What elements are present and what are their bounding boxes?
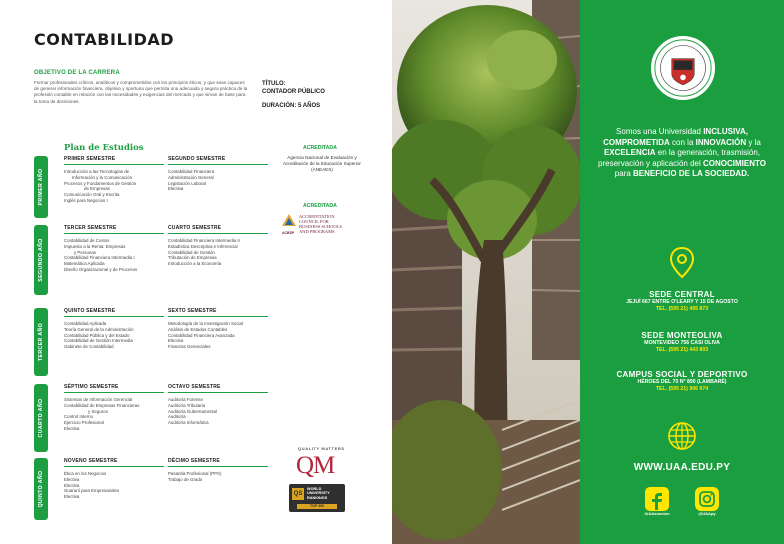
subject: Contabilidad de Gestión <box>168 249 215 255</box>
semester-title: DÉCIMO SEMESTRE <box>168 458 268 467</box>
semester-column <box>64 384 164 432</box>
campus-name: CAMPUS SOCIAL Y DEPORTIVO <box>616 370 748 379</box>
instagram-handle[interactable]: @UAApy <box>698 511 716 516</box>
subject: Legislación Laboral <box>168 180 206 186</box>
subject: Electiva <box>168 338 184 344</box>
subject: Electiva <box>64 425 80 431</box>
semester-title: SEXTO SEMESTRE <box>168 308 268 317</box>
accreditation-heading: ACREDITADA <box>303 145 337 151</box>
semester-title: OCTAVO SEMESTRE <box>168 384 268 393</box>
subject: Electiva <box>168 186 184 192</box>
semester-column <box>64 458 164 500</box>
subject: Diseño Organizacional y de Procesos <box>64 266 138 272</box>
semester-title: PRIMER SEMESTRE <box>64 156 164 165</box>
year-tab <box>34 308 48 376</box>
qs-line: UNIVERSITY <box>307 491 330 496</box>
subject: Ética en los Negocios <box>64 471 107 476</box>
page-title: CONTABILIDAD <box>34 30 175 49</box>
year-tab <box>34 384 48 452</box>
acbsp-mark-icon <box>282 214 296 232</box>
subject: Contabilidad de Costos <box>64 238 110 243</box>
year-block <box>34 384 266 456</box>
campus-phone: TEL. (595 21) 906 974 <box>655 386 709 392</box>
subject: y Personas <box>74 249 96 255</box>
campus-phone: TEL. (595 21) 495 873 <box>655 306 709 312</box>
subject: de Empresas <box>84 186 110 192</box>
objective-heading: OBJETIVO DE LA CARRERA <box>34 70 120 76</box>
semester-column <box>168 225 268 267</box>
semester-title: CUARTO SEMESTRE <box>168 225 268 234</box>
subject: Finanzas Gerenciales <box>168 344 211 350</box>
campus-address: JEJUÍ 667 ENTRE O'LEARY Y 15 DE AGOSTO <box>626 299 738 305</box>
semester-title: QUINTO SEMESTRE <box>64 308 164 317</box>
quality-matters-logo: QM <box>296 452 335 479</box>
acbsp-line: AND PROGRAMS <box>299 229 335 234</box>
globe-icon <box>666 420 698 452</box>
subject: Introducción a la Economía <box>168 261 222 267</box>
slogan-segment: INNOVACIÓN <box>695 137 747 147</box>
qs-text <box>307 487 330 500</box>
subject: y Seguros <box>88 408 108 414</box>
subject: Análisis de Estados Contables <box>168 326 228 332</box>
qs-line: WORLD <box>307 487 322 491</box>
subject: Auditoría Tributaria <box>168 402 206 408</box>
year-label: QUINTO AÑO <box>38 470 44 508</box>
slogan-segment: en la generación, trasmisión, preservación y aplicación del <box>598 148 761 168</box>
subject: Teoría General de la Administración <box>64 326 134 332</box>
year-block <box>34 156 266 222</box>
subject: Gabinete de Contabilidad <box>64 344 114 350</box>
semester-column <box>168 384 268 426</box>
subject: Tributación de Empresas <box>168 255 217 261</box>
acbsp-line: ACCREDITATION <box>299 214 335 219</box>
year-label: CUARTO AÑO <box>38 398 44 438</box>
duration: DURACIÓN: 5 AÑOS <box>262 103 321 109</box>
subject: Contabilidad de Empresas Financieras <box>64 402 140 408</box>
mission-slogan <box>590 127 774 180</box>
subject: Contabilidad Aplicada <box>64 321 107 326</box>
semester-title: SÉPTIMO SEMESTRE <box>64 384 164 393</box>
subject: Administración General <box>168 174 214 180</box>
degree-title-value: CONTADOR PÚBLICO <box>262 89 325 95</box>
semester-title: NOVENO SEMESTRE <box>64 458 164 467</box>
qs-top-label: TOP 300 <box>297 504 337 509</box>
subject: Contabilidad Financiera <box>168 169 215 174</box>
slogan-segment: con la <box>669 137 696 147</box>
year-block <box>34 308 266 378</box>
degree-title-label: TÍTULO: <box>262 81 286 87</box>
subject: Auditoría <box>168 414 186 420</box>
subject: Pasantía Profesional (PPS) <box>168 471 222 476</box>
subject: Electiva <box>64 494 80 500</box>
accreditation-heading: ACREDITADA <box>303 203 337 209</box>
subject: Auditoría Forense <box>168 397 203 402</box>
subject: Auditoría Gubernamental <box>168 408 218 414</box>
campus-info <box>584 331 780 354</box>
brochure-right-panel <box>580 0 784 544</box>
plan-heading: Plan de Estudios <box>64 143 144 153</box>
tree-photo-illustration <box>392 0 580 544</box>
qs-line: RANKINGS <box>307 495 328 500</box>
subject: Control Interno <box>64 414 94 420</box>
campus-address: HÉROES DEL 70 N° 890 (LAMBARÉ) <box>637 379 727 385</box>
subject: Contabilidad Pública y del Estado <box>64 332 130 338</box>
subject: Electiva <box>64 482 80 488</box>
facebook-icon[interactable] <box>642 484 672 514</box>
subject: Procesos y Fundamentos de Gestión <box>64 180 137 186</box>
subject: Electiva <box>64 476 80 482</box>
slogan-segment: para <box>614 169 634 178</box>
slogan-segment: INCLUSIVA, COMPROMETIDA <box>603 127 748 147</box>
objective-text: Formar profesionales críticos, analíticos y comprometidos con los principios éticos, y que sean capaces de generar información financiera, objetiva y oportuna que permita una adecuada y segura práctica de la profesión contable en relación con las necesidades y exigencias del mercado y que sirvan de base para la toma de decisiones. <box>34 80 248 104</box>
qs-logo-icon: QS <box>292 488 304 500</box>
year-block <box>34 225 266 297</box>
acbsp-text <box>299 214 342 234</box>
campus-name: SEDE CENTRAL <box>649 290 715 299</box>
quality-matters-label: QUALITY MATTERS <box>298 446 345 451</box>
campus-tree-photo <box>392 0 580 544</box>
year-tab <box>34 458 48 520</box>
subject: Contabilidad Financiera Avanzada <box>168 332 235 338</box>
slogan-segment: CONOCIMIENTO <box>702 158 766 168</box>
website-link[interactable]: WWW.UAA.EDU.PY <box>633 462 731 473</box>
subject: Comunicación Oral y Escrita <box>64 192 120 198</box>
subject: Contabilidad de Gestión Intermedia <box>64 338 133 344</box>
subject: Impuesto a la Renta: Empresas <box>64 243 126 249</box>
subject: Introducción a las Tecnologías de <box>64 169 130 174</box>
subject: Sistemas de Información Gerencial <box>64 397 133 402</box>
subject: Contabilidad Financiera Intermedia I <box>64 255 135 261</box>
acbsp-logo <box>282 212 362 236</box>
semester-title: TERCER SEMESTRE <box>64 225 164 234</box>
acbsp-line: BUSINESS SCHOOLS <box>299 224 342 229</box>
campus-phone: TEL. (595 21) 443 803 <box>655 347 709 353</box>
subject: Inglés para Negocios I <box>64 197 108 203</box>
year-block <box>34 458 266 520</box>
slogan-segment: BENEFICIO DE LA SOCIEDAD. <box>633 169 750 178</box>
subject: Auditoría Informática <box>168 420 209 426</box>
year-tab <box>34 225 48 295</box>
semester-column <box>64 308 164 350</box>
subject: Matemática Aplicada <box>64 261 105 267</box>
campus-info <box>584 290 780 313</box>
subject: Estadística Descriptiva e Inferencial <box>168 243 238 249</box>
qs-rankings-badge <box>289 484 345 512</box>
subject: Metodología de la Investigación Social <box>168 321 243 326</box>
instagram-icon[interactable] <box>692 484 722 514</box>
university-seal-icon <box>651 36 715 100</box>
acbsp-abbr: ACBSP <box>282 231 295 235</box>
subject: Ejercicio Profesional <box>64 420 104 426</box>
campus-info <box>584 370 780 393</box>
slogan-segment: y la <box>746 137 761 147</box>
subject: Contabilidad Financiera Intermedia II <box>168 238 240 243</box>
semester-column <box>168 458 268 483</box>
subject: Guaraní para Empresariales <box>64 488 120 494</box>
semester-column <box>64 225 164 273</box>
semester-column <box>168 308 268 350</box>
year-label: TERCER AÑO <box>38 322 44 362</box>
year-label: PRIMER AÑO <box>38 168 44 206</box>
year-tab <box>34 156 48 218</box>
acbsp-line: COUNCIL FOR <box>299 219 329 224</box>
facebook-handle[interactable]: /UAAsuncion <box>644 511 670 516</box>
year-label: SEGUNDO AÑO <box>38 238 44 282</box>
slogan-segment: Somos una Universidad <box>616 127 704 136</box>
subject: Información y la Comunicación <box>72 174 133 180</box>
location-pin-icon <box>664 244 700 280</box>
semester-column <box>168 156 268 192</box>
semester-title: SEGUNDO SEMESTRE <box>168 156 268 165</box>
degree-title <box>262 80 325 96</box>
slogan-segment: EXCELENCIA <box>603 148 656 157</box>
subject: Trabajo de Grado <box>168 476 203 482</box>
semester-column <box>64 156 164 204</box>
campus-address: MONTEVIDEO 756 CASI OLIVA <box>644 340 720 346</box>
accreditation-body: Agencia Nacional de Evaluación y Acreditación de la Educación Superior (ANEAES) <box>283 155 361 172</box>
campus-name: SEDE MONTEOLIVA <box>641 331 723 340</box>
